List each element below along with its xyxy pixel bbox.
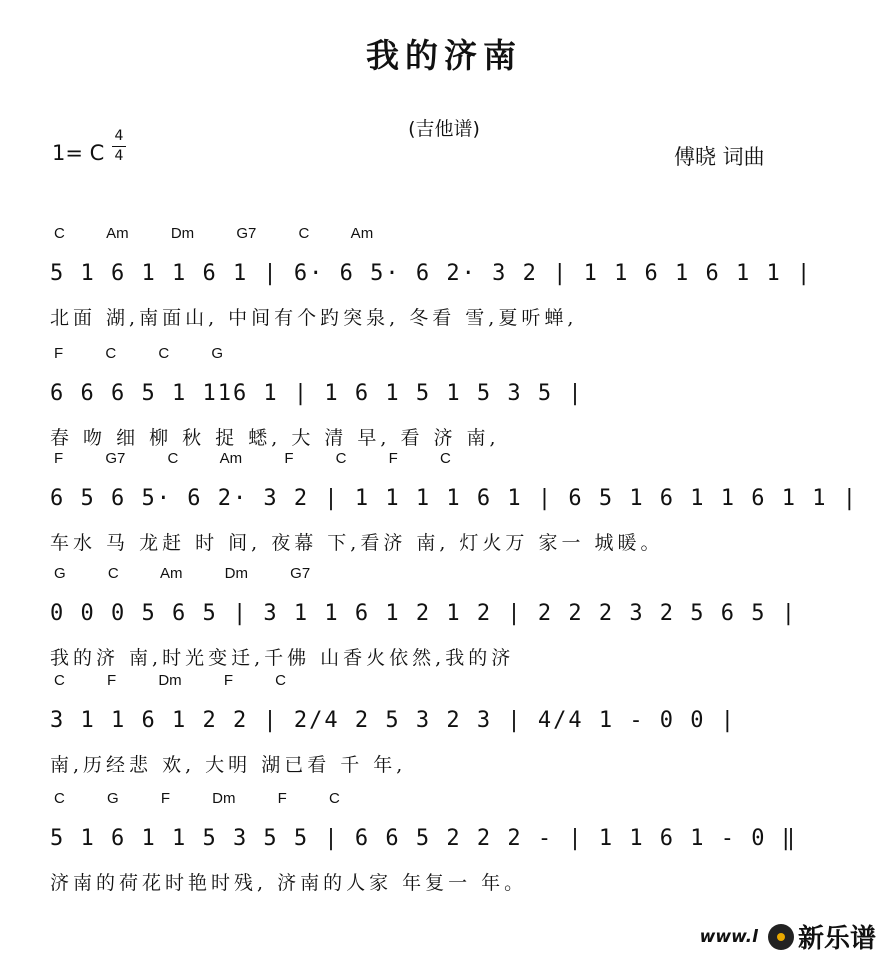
chord-row: C G F Dm F C: [54, 790, 340, 807]
lyric-row: 济南的荷花时艳时残, 济南的人家 年复一 年。: [50, 872, 528, 894]
score-line-2: [50, 345, 850, 455]
lyric-row: 春 吻 细 柳 秋 捉 蟋, 大 清 早, 看 济 南,: [50, 427, 500, 449]
record-disc-icon: [768, 924, 794, 950]
watermark: [700, 918, 876, 955]
score-line-1: [50, 225, 850, 335]
chord-row: F C C G: [54, 345, 223, 362]
note-row: 6 6 6 5 1 116 1 | 1 6 1 5 1 5 3 5 |: [50, 381, 584, 406]
score-line-4: [50, 565, 850, 675]
chord-row: C Am Dm G7 C Am: [54, 225, 374, 242]
time-signature-top: 4: [114, 128, 124, 144]
watermark-brand: 新乐谱: [797, 924, 876, 954]
lyric-row: 南,历经悲 欢, 大明 湖已看 千 年,: [50, 754, 407, 776]
note-row: 3 1 1 6 1 2 2 | 2/4 2 5 3 2 3 | 4/4 1 - 0 0 |: [50, 708, 737, 733]
key-signature: 1= C: [52, 141, 105, 165]
lyric-row: 车水 马 龙赶 时 间, 夜幕 下,看济 南, 灯火万 家一 城暖。: [50, 532, 664, 554]
note-row: 0 0 0 5 6 5 | 3 1 1 6 1 2 1 2 | 2 2 2 3 2 5 6 5 |: [50, 601, 798, 626]
score-line-3: [50, 450, 858, 560]
note-row: 5 1 6 1 1 5 3 5 5 | 6 6 5 2 2 2 - | 1 1 6 1 - 0 ‖: [50, 826, 798, 851]
score-line-5: [50, 672, 850, 782]
watermark-site: www.l: [699, 926, 758, 947]
note-row: 6 5 6 5· 6 2· 3 2 | 1 1 1 1 6 1 | 6 5 1 6 1 1 6 1 1 |: [50, 486, 858, 511]
song-title: 我的济南: [366, 36, 522, 75]
chord-row: C F Dm F C: [54, 672, 286, 689]
time-signature: [112, 128, 126, 165]
chord-row: F G7 C Am F C F C: [54, 450, 451, 467]
author-credit: 傅晓 词曲: [674, 145, 765, 169]
time-signature-bar: [112, 146, 126, 147]
lyric-row: 我的济 南,时光变迁,千佛 山香火依然,我的济: [50, 647, 515, 669]
score-line-6: [50, 790, 850, 900]
lyric-row: 北面 湖,南面山, 中间有个趵突泉, 冬看 雪,夏听蝉,: [50, 307, 578, 329]
chord-row: G C Am Dm G7: [54, 565, 311, 582]
score-type: (吉他谱): [408, 118, 480, 140]
note-row: 5 1 6 1 1 6 1 | 6· 6 5· 6 2· 3 2 | 1 1 6 1 6 1 1 |: [50, 261, 813, 286]
time-signature-bottom: 4: [114, 148, 124, 164]
